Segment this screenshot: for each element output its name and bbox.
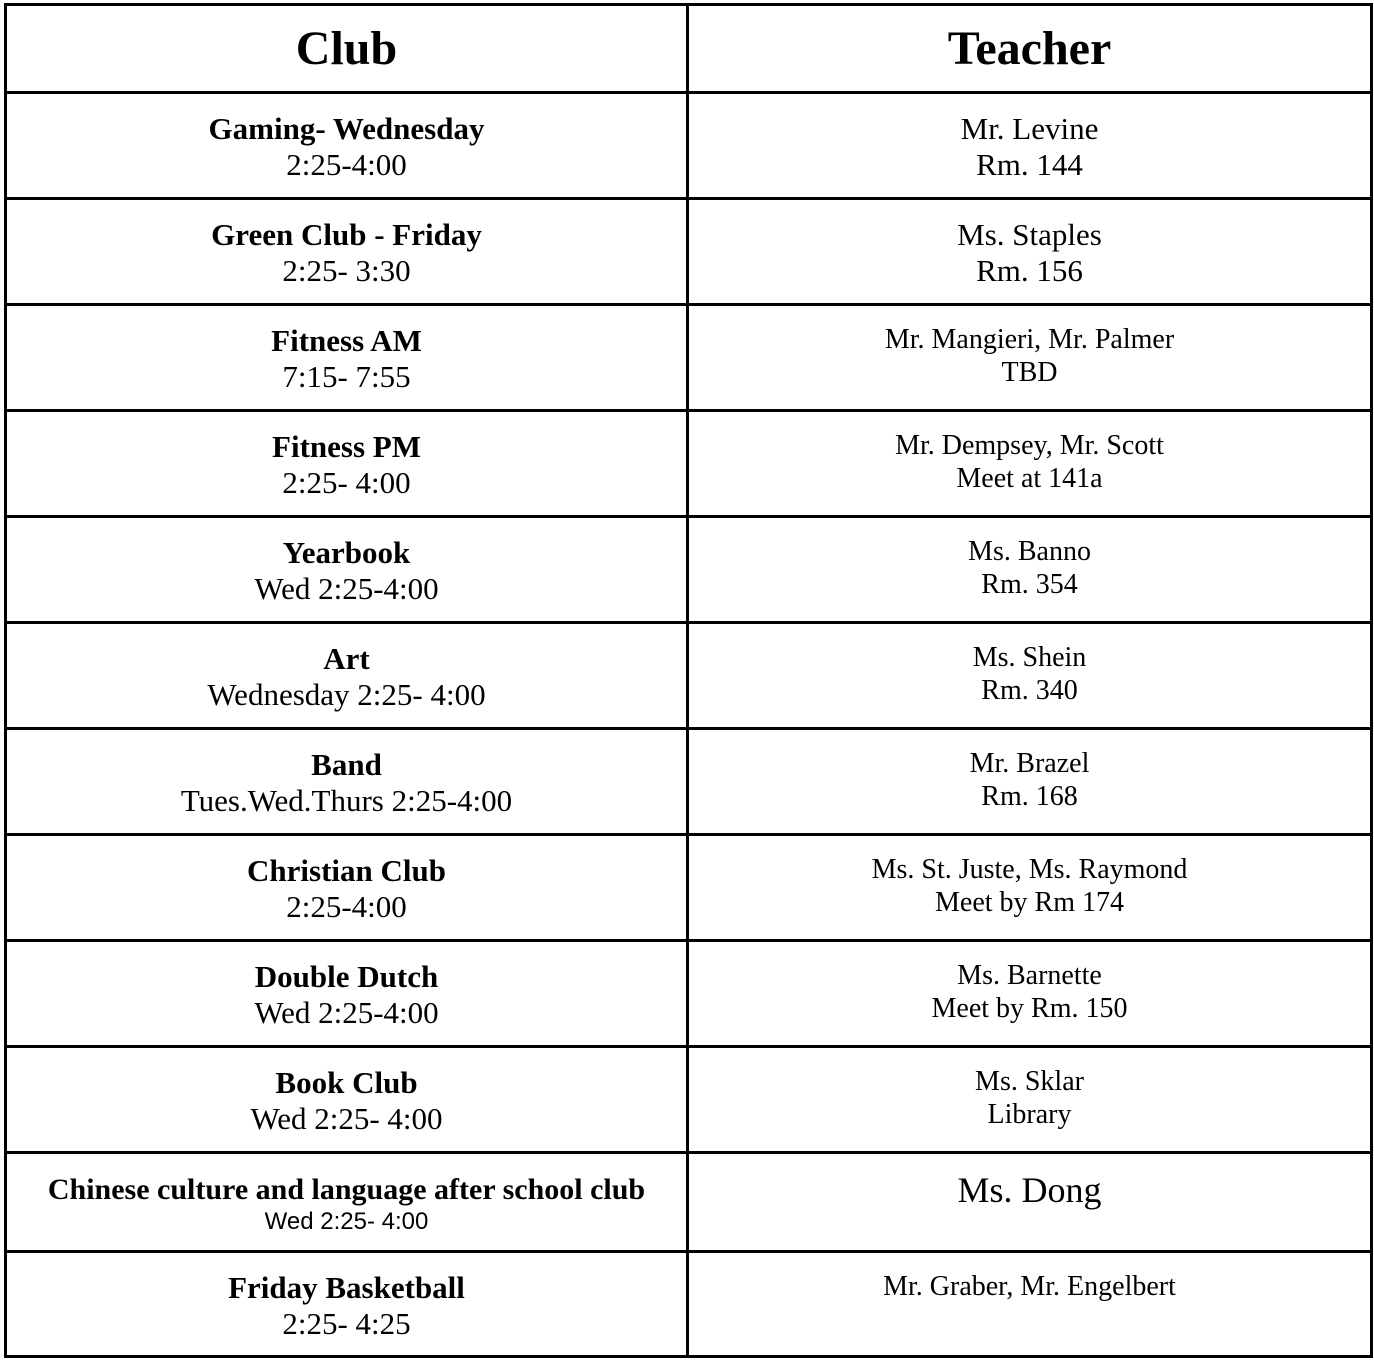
teacher-column-header: Teacher [688,5,1372,93]
club-name: Band [311,747,382,782]
table-row [6,1252,1372,1357]
meeting-room: Meet at 141a [956,463,1103,494]
teacher-name: Mr. Graber, Mr. Engelbert [883,1271,1176,1302]
table-row [6,93,1372,199]
club-name: Chinese culture and language after school club [47,1173,646,1206]
table-row [6,199,1372,305]
club-cell [6,941,688,1047]
club-time: Wed 2:25-4:00 [254,995,439,1030]
club-cell [6,1047,688,1153]
table-row [6,517,1372,623]
club-time: 2:25- 4:25 [282,1306,411,1341]
club-time: 2:25-4:00 [286,889,407,924]
club-name: Art [323,641,370,676]
club-cell [6,1252,688,1357]
club-time: Wed 2:25-4:00 [254,571,439,606]
club-cell [6,835,688,941]
meeting-room: Rm. 354 [981,569,1078,600]
meeting-room: Rm. 340 [981,675,1078,706]
teacher-cell [688,623,1372,729]
table-row [6,835,1372,941]
teacher-name: Ms. Barnette [957,960,1102,991]
table-row [6,729,1372,835]
teacher-cell [688,411,1372,517]
teacher-name: Mr. Brazel [969,748,1090,779]
table-row [6,623,1372,729]
club-time: 2:25-4:00 [286,147,407,182]
teacher-cell [688,1047,1372,1153]
meeting-room: Rm. 156 [976,253,1083,288]
club-column-header: Club [6,5,688,93]
club-cell [6,1153,688,1252]
teacher-name: Ms. Sklar [975,1066,1084,1097]
teacher-cell [688,1153,1372,1252]
meeting-room: Meet by Rm 174 [935,887,1124,918]
teacher-name: Mr. Levine [960,111,1099,146]
teacher-cell [688,305,1372,411]
club-name: Gaming- Wednesday [208,111,485,146]
meeting-room: TBD [1001,357,1058,388]
club-name: Christian Club [247,853,446,888]
teacher-name: Mr. Dempsey, Mr. Scott [895,430,1164,461]
teacher-name: Mr. Mangieri, Mr. Palmer [884,324,1175,355]
club-name: Green Club - Friday [211,217,482,252]
table-row [6,941,1372,1047]
club-time: 2:25- 4:00 [282,465,411,500]
teacher-name: Ms. Staples [957,217,1102,252]
meeting-room: Rm. 144 [976,147,1083,182]
teacher-cell [688,93,1372,199]
meeting-room: Meet by Rm. 150 [931,993,1128,1024]
teacher-cell [688,729,1372,835]
club-cell [6,199,688,305]
clubs-table [4,3,1373,1358]
club-name: Friday Basketball [228,1270,465,1305]
teacher-cell [688,1252,1372,1357]
club-time: 2:25- 3:30 [282,253,411,288]
teacher-cell [688,199,1372,305]
teacher-cell [688,941,1372,1047]
club-time: Wed 2:25- 4:00 [264,1208,429,1235]
club-time: Wed 2:25- 4:00 [250,1101,443,1136]
club-name: Double Dutch [254,959,439,994]
meeting-room: Library [987,1099,1072,1130]
club-name: Fitness AM [271,323,422,358]
club-cell [6,305,688,411]
table-row [6,411,1372,517]
club-cell [6,411,688,517]
table-row [6,1153,1372,1252]
club-cell [6,517,688,623]
club-time: Tues.Wed.Thurs 2:25-4:00 [180,783,513,818]
teacher-name: Ms. Dong [957,1170,1102,1210]
club-cell [6,623,688,729]
meeting-room: Rm. 168 [981,781,1078,812]
teacher-name: Ms. Banno [968,536,1091,567]
teacher-cell [688,517,1372,623]
club-name: Fitness PM [272,429,421,464]
teacher-name: Ms. Shein [972,642,1087,673]
club-time: Wednesday 2:25- 4:00 [207,677,486,712]
club-time: 7:15- 7:55 [282,359,411,394]
teacher-cell [688,835,1372,941]
club-name: Yearbook [282,535,411,570]
club-name: Book Club [275,1065,418,1100]
club-cell [6,729,688,835]
header-row [6,5,1372,93]
table-row [6,305,1372,411]
teacher-name: Ms. St. Juste, Ms. Raymond [871,854,1188,885]
table-row [6,1047,1372,1153]
club-cell [6,93,688,199]
